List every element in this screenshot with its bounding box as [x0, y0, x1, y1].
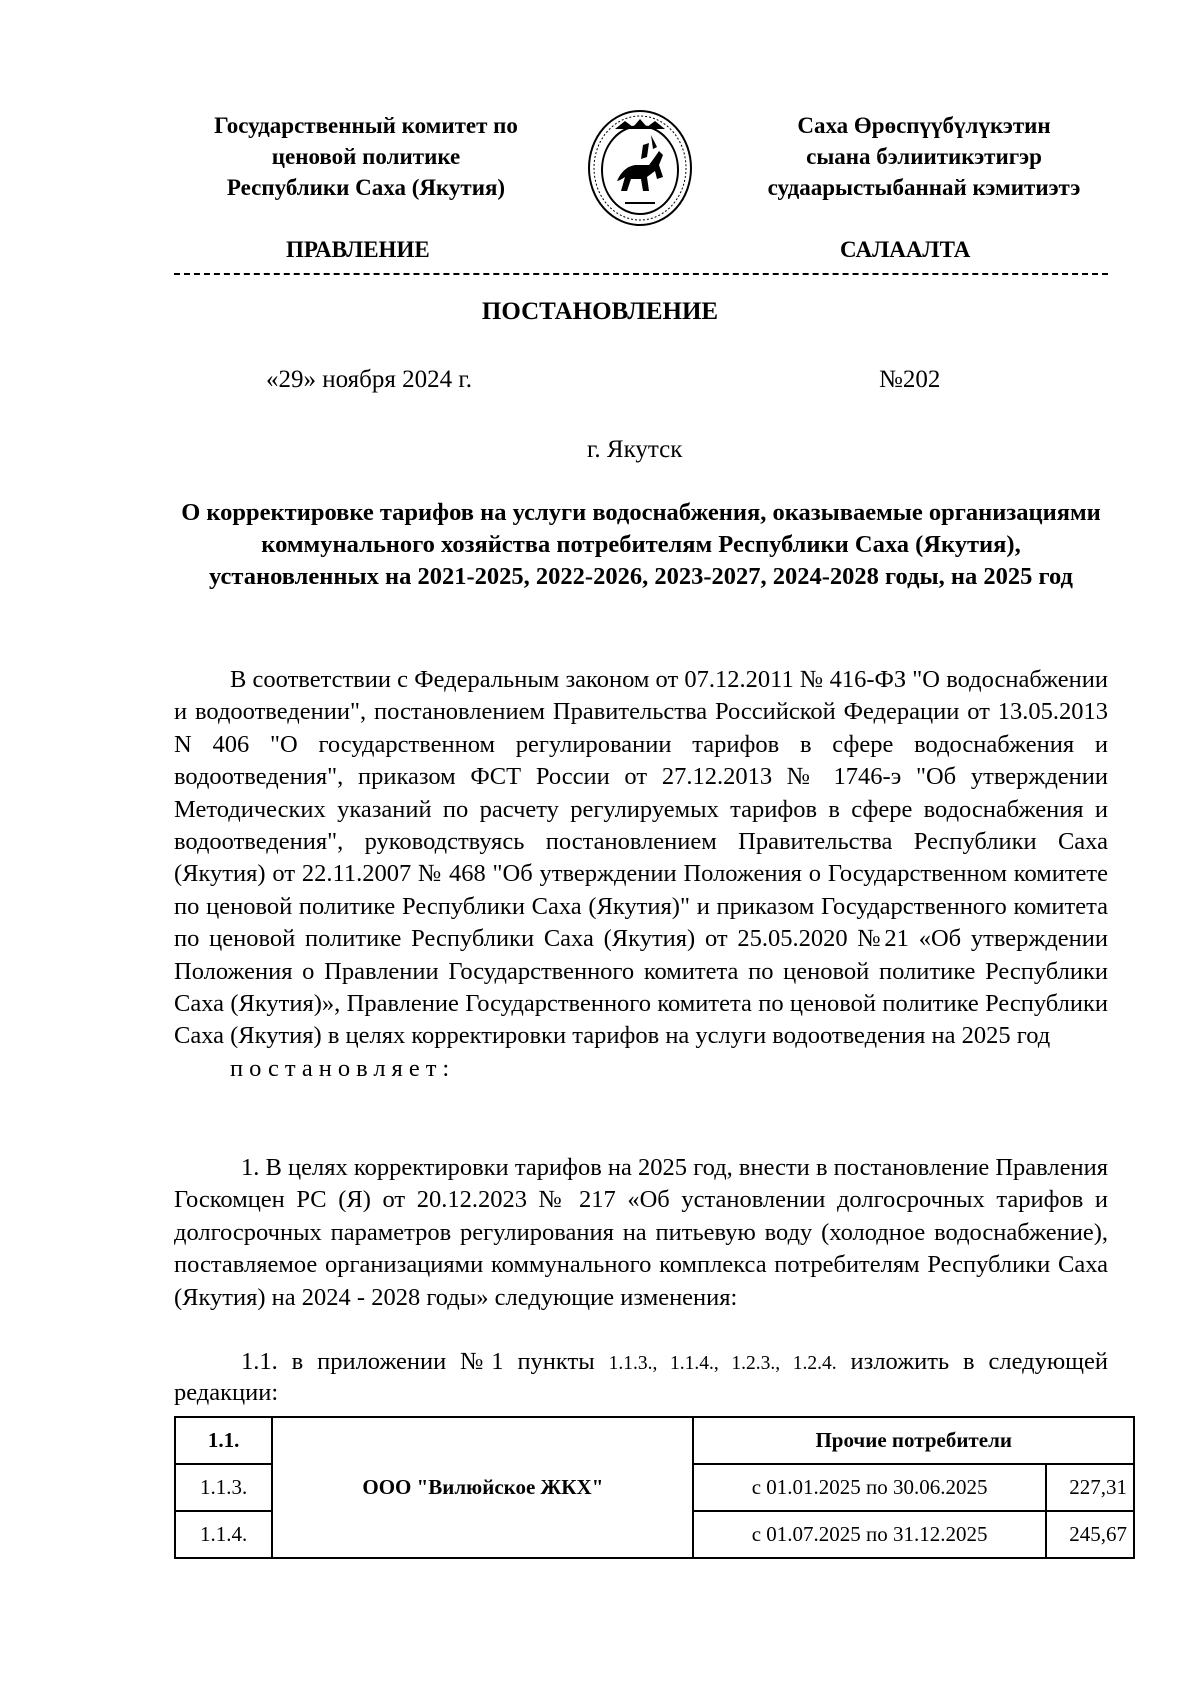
table-row-value: 245,67 [1046, 1511, 1134, 1558]
header-right-line-2: сыана бэлиитикэтигэр [806, 144, 1042, 169]
header-left-line-1: Государственный комитет по [214, 113, 518, 138]
table-row-period: с 01.07.2025 по 31.12.2025 [693, 1511, 1045, 1558]
separator-line [174, 273, 1108, 275]
resolves-word: постановляет: [230, 1054, 456, 1082]
header-right [722, 110, 1126, 203]
document-type-title: ПОСТАНОВЛЕНИЕ [481, 298, 719, 325]
table-row-value: 227,31 [1046, 1464, 1134, 1511]
document-number: №202 [879, 366, 941, 393]
preamble-text: В соответствии с Федеральным законом от 07.12.2011 № 416-ФЗ "О водоснабжении и водоотведении", постановлением Правительства Российской Федерации от 13.05.2013 N 406 "О государственном регулировании тарифов в сфере водоснабжения и водоотведения", приказом ФСТ России от 27.12.2013 № 1746-э "Об утверждении Методических указаний по расчету регулируемых тарифов в сфере водоснабжения и водоотведения", руководствуясь постановлением Правительства Республики Саха (Якутия) от 22.11.2007 № 468 "Об утверждении Положения о Государственном комитете по ценовой политике Республики Саха (Якутия)" и приказом Государственного комитета по ценовой политике Республики Саха (Якутия) от 25.05.2020 №21 «Об утверждении Положения о Правлении Государственного комитета по ценовой политике Республики Саха (Якутия)», Правление Государственного комитета по ценовой политике Республики Саха (Якутия) в целях корректировки тарифов на услуги водоотведения на 2025 год [174, 666, 1108, 1050]
table-organization: ООО "Вилюйское ЖКХ" [272, 1417, 693, 1558]
header-right-line-1: Саха Өрөспүүбүлүкэтин [797, 113, 1051, 138]
table-row [175, 1417, 1134, 1464]
header-left [174, 110, 558, 203]
header-left-line-3: Республики Саха (Якутия) [226, 175, 506, 200]
item-1-text: 1. В целях корректировки тарифов на 2025 год, внести в постановление Правления Госкомцен РС (Я) от 20.12.2023 № 217 «Об установлении долгосрочных тарифов и долгосрочных параметров регулирования на питьевую воду (холодное водоснабжение), поставляемое организациями коммунального комплекса потребителям Республики Саха (Якутия) на 2024 - 2028 годы» следующие изменения: [174, 1154, 1108, 1311]
item-1-1-prefix: 1.1. в приложении №1 пункты [241, 1348, 595, 1375]
header-left-line-2: ценовой политике [271, 144, 461, 169]
item-1-1-paragraph [174, 1347, 1108, 1407]
table-header-number: 1.1. [175, 1417, 272, 1464]
item-1-1-suffix: изложить в следующей редакции: [174, 1348, 1109, 1406]
header-right-subtitle: САЛААЛТА [840, 237, 971, 262]
table-row-period: с 01.01.2025 по 30.06.2025 [693, 1464, 1045, 1511]
tariff-table [174, 1416, 1135, 1559]
preamble-paragraph [174, 664, 1108, 1085]
item-1-paragraph [174, 1152, 1108, 1314]
item-1-1-points: 1.1.3., 1.1.4., 1.2.3., 1.2.4. [608, 1353, 837, 1374]
header-left-subtitle: ПРАВЛЕНИЕ [286, 237, 430, 262]
header-right-line-3: судаарыстыбаннай кэмитиэтэ [767, 175, 1081, 200]
table-row-number: 1.1.3. [175, 1464, 272, 1511]
table-row-number: 1.1.4. [175, 1511, 272, 1558]
table-consumer-group: Прочие потребители [693, 1417, 1134, 1464]
document-date: «29» ноября 2024 г. [266, 366, 473, 393]
emblem-seal [585, 107, 695, 229]
document-subject: О корректировке тарифов на услуги водоснабжения, оказываемые организациями коммунального хозяйства потребителям Республики Саха (Якутия), установленных на 2021-2025, 2022-2026, 2023-2027, 2024-2028 годы, на 2025 год [181, 499, 1101, 590]
document-city: г. Якутск [587, 436, 683, 463]
